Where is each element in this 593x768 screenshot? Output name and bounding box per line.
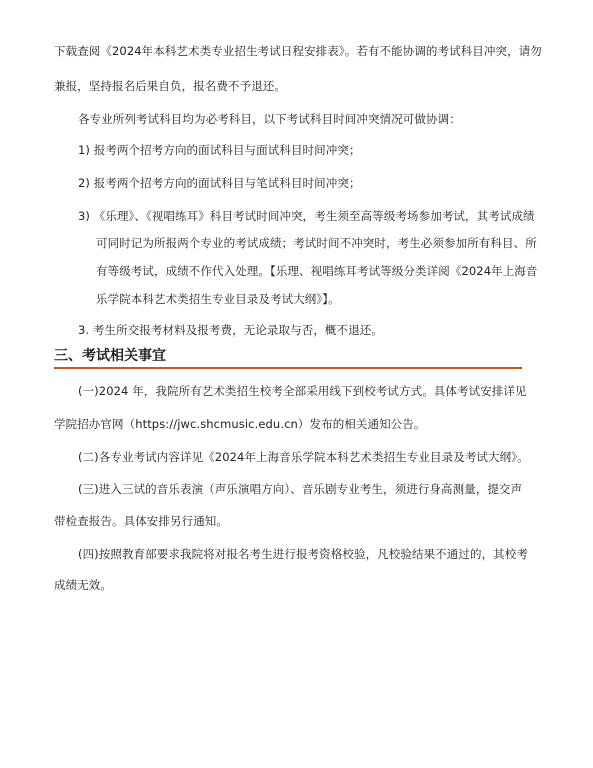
conflict-item-3-line-1: 3) 《乐理》、《视唱练耳》科目考试时间冲突，考生须至高等级考场参加考试，其考试成绩 — [78, 209, 535, 223]
conflict-item-3-line-2: 可同时记为所报两个专业的考试成绩；考试时间不冲突时，考生必须参加所有科目、所 — [96, 236, 537, 250]
section-3-item-1-line-1: (一)2024 年，我院所有艺术类招生校考全部采用线下到校考试方式。具体考试安排详见 — [78, 384, 527, 398]
conflicts-lead: 各专业所列考试科目均为必考科目，以下考试科目时间冲突情况可做协调： — [78, 112, 461, 126]
section-3-item-1-line-2: 学院招办官网（https://jwc.shcmusic.edu.cn）发布的相关通知公告。 — [54, 417, 426, 431]
section-3-item-3-line-2: 带检查报告。具体安排另行通知。 — [54, 514, 228, 528]
conflict-item-2: 2) 报考两个招考方向的面试科目与笔试科目时间冲突； — [78, 176, 361, 190]
section-3-item-4-line-2: 成绩无效。 — [54, 578, 112, 592]
conflict-item-3-line-4: 乐学院本科艺术类招生专业目录及考试大纲》】。 — [96, 292, 340, 306]
section-3-item-2: (二)各专业考试内容详见《2024年上海音乐学院本科艺术类招生专业目录及考试大纲》。 — [78, 450, 529, 464]
conflict-item-3-line-3: 有等级考试，成绩不作代入处理。【乐理、视唱练耳考试等级分类详阅《2024年上海音 — [96, 264, 538, 278]
intro-line-2: 兼报，坚持报名后果自负，报名费不予退还。 — [54, 79, 286, 93]
section-3-item-4-line-1: (四)按照教育部要求我院将对报名考生进行报考资格校验，凡校验结果不通过的，其校考 — [78, 547, 528, 561]
section-3-heading: 三、考试相关事宜 — [54, 348, 166, 364]
section-3-item-3-line-1: (三)进入三试的音乐表演（声乐演唱方向）、音乐剧专业考生，须进行身高测量，提交声 — [78, 482, 523, 496]
section-divider — [54, 367, 522, 369]
intro-line-1: 下载查阅《2024年本科艺术类专业招生考试日程安排表》。若有不能协调的考试科目冲突，请勿 — [54, 44, 542, 58]
conflict-item-1: 1) 报考两个招考方向的面试科目与面试科目时间冲突； — [78, 143, 361, 157]
fee-note: 3. 考生所交报考材料及报考费，无论录取与否，概不退还。 — [78, 323, 383, 337]
